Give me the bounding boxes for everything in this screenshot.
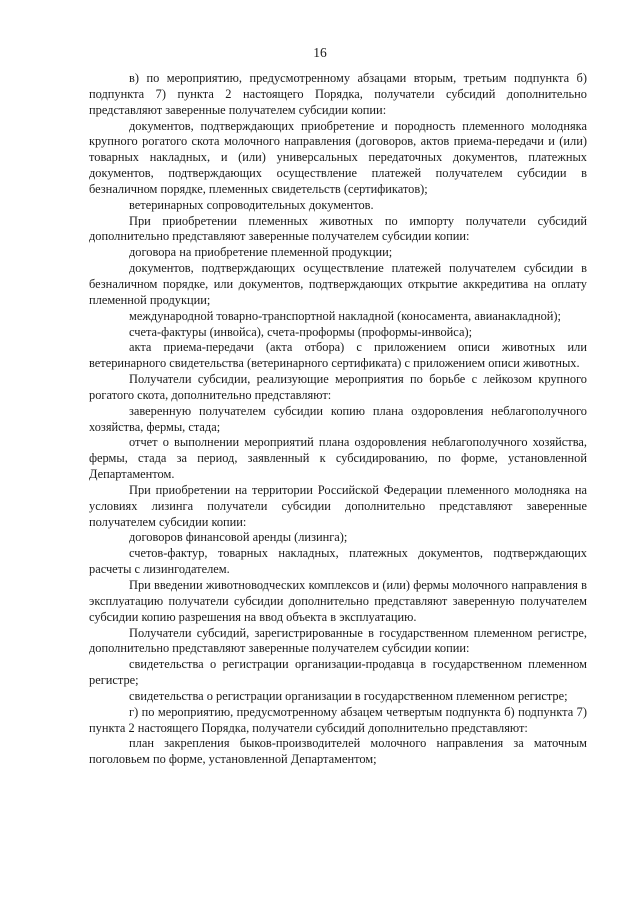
paragraph-registry-organization: свидетельства о регистрации организации в государственном племенном регистре; (129, 688, 568, 703)
paragraph-g-intro: г) по мероприятию, предусмотренному абзацем четвертым подпункта б) подпункта 7) пункта 2 настоящего Порядка, получатели субсидий дополнительно представляют: (89, 704, 587, 735)
page-number: 16 (313, 45, 327, 60)
paragraph-import-waybill: международной товарно-транспортной накладной (коносамента, авианакладной); (129, 308, 561, 323)
paragraph-veterinary-documents: ветеринарных сопроводительных документов. (129, 197, 374, 212)
paragraph-leasing-invoices: счетов-фактур, товарных накладных, платежных документов, подтверждающих расчеты с лизингодателем. (89, 546, 587, 577)
paragraph-leukosis-intro: Получатели субсидии, реализующие мероприятия по борьбе с лейкозом крупного рогатого скота, дополнительно представляют: (89, 372, 587, 402)
paragraph-registry-intro: Получатели субсидий, зарегистрированные в государственном племенном регистре, дополнительно представляют заверенные получателем субсидии копии: (89, 625, 587, 656)
paragraph-import-contract: договора на приобретение племенной продукции; (129, 245, 393, 260)
paragraph-import-acceptance-act: акта приема-передачи (акта отбора) с приложением описи животных или ветеринарного свидетельства (ветеринарного сертификата) с приложением описи животных. (89, 340, 587, 371)
paragraph-leasing-contracts: договоров финансовой аренды (лизинга); (129, 530, 348, 545)
paragraph-bull-assignment-plan: план закрепления быков-производителей молочного направления за маточным поголовьем по форме, установленной Департаментом; (89, 736, 587, 767)
paragraph-import-intro: При приобретении племенных животных по импорту получатели субсидий дополнительно представляют заверенные получателем субсидии копии: (89, 213, 587, 244)
paragraph-commissioning: При введении животноводческих комплексов и (или) фермы молочного направления в эксплуатацию получатели субсидии дополнительно представляют заверенную получателем субсидии копию разрешения на ввод объекта в эксплуатацию. (89, 578, 587, 624)
paragraph-v-intro: в) по мероприятию, предусмотренному абзацами вторым, третьим подпункта б) подпункта 7) пункта 2 настоящего Порядка, получатели субсидий дополнительно представляют заверенные получателем субсидии копии: (89, 71, 587, 117)
paragraph-leasing-intro: При приобретении на территории Российской Федерации племенного молодняка на условиях лизинга получатели субсидии дополнительно представляют заверенные получателем субсидии копии: (89, 482, 587, 529)
paragraph-import-invoice: счета-фактуры (инвойса), счета-проформы (проформы-инвойса); (129, 324, 473, 339)
document-body (89, 71, 587, 768)
paragraph-purchase-documents: документов, подтверждающих приобретение и породность племенного молодняка крупного рогатого скота молочного направления (договоров, актов приема-передачи и (или) товарных накладных, и (или) универсальных передаточных документов, платежных документов, подтверждающих осуществление платежей получателем субсидии в безналичном порядке, племенных свидетельств (сертификатов); (89, 118, 587, 196)
paragraph-leukosis-plan: заверенную получателем субсидии копию плана оздоровления неблагополучного хозяйства, фермы, стада; (89, 403, 587, 434)
paragraph-registry-seller: свидетельства о регистрации организации-продавца в государственном племенном регистре; (89, 657, 587, 688)
paragraph-leukosis-report: отчет о выполнении мероприятий плана оздоровления неблагополучного хозяйства, фермы, стада за период, заявленный к субсидированию, по форме, установленной Департаментом. (89, 435, 587, 482)
paragraph-import-payment: документов, подтверждающих осуществление платежей получателем субсидии в безналичном порядке, или документов, подтверждающих открытие аккредитива на оплату племенной продукции; (89, 261, 587, 307)
